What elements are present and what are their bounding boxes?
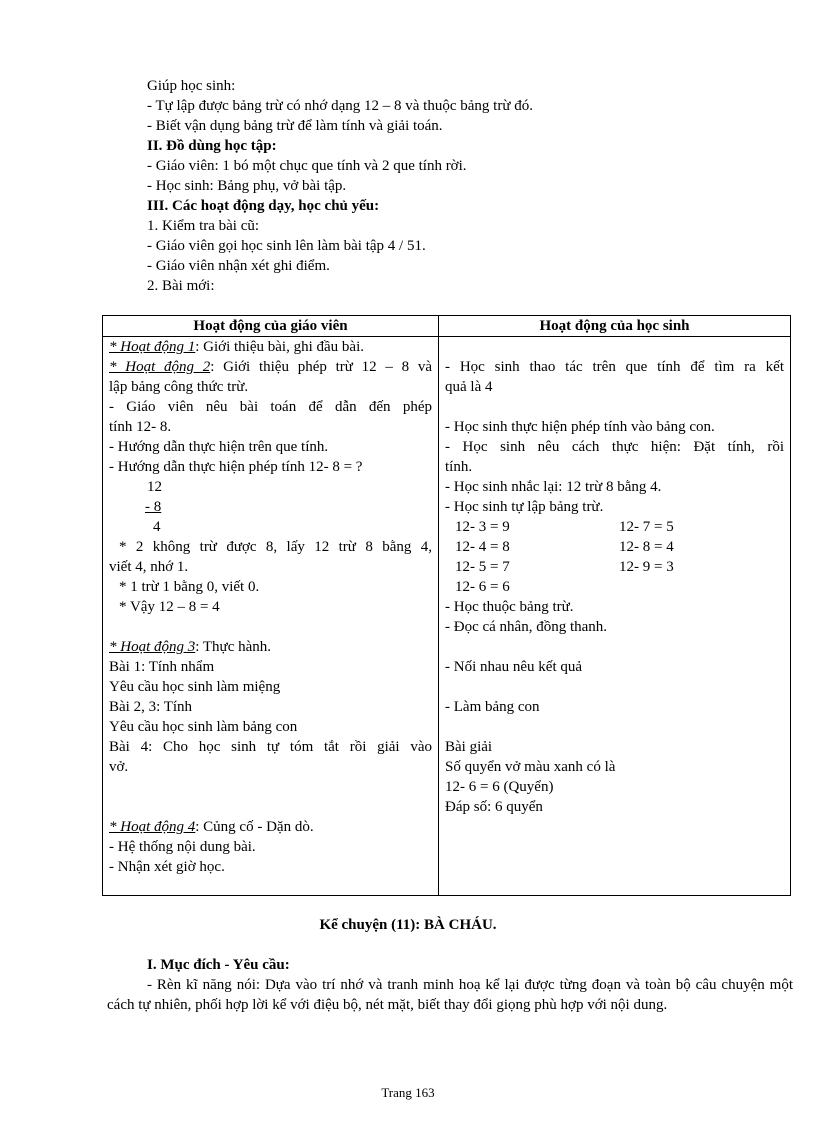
hd2-label: * Hoạt động 2 bbox=[109, 359, 211, 375]
student-line: - Học thuộc bảng trừ. bbox=[445, 599, 574, 615]
teacher-line: * 2 không trừ được 8, lấy 12 trừ 8 bằng 4, bbox=[119, 539, 432, 555]
student-line: - Học sinh nhắc lại: 12 trừ 8 bằng 4. bbox=[445, 479, 662, 495]
teacher-line: viết 4, nhớ 1. bbox=[109, 559, 189, 575]
equation: 12- 6 = 6 bbox=[455, 579, 510, 595]
calc-top: 12 bbox=[147, 479, 162, 495]
student-line: - Học sinh nêu cách thực hiện: Đặt tính, rồi bbox=[445, 439, 784, 455]
equation: 12- 8 = 4 bbox=[619, 539, 674, 555]
teacher-line: * Vậy 12 – 8 = 4 bbox=[119, 599, 220, 615]
intro-line: - Học sinh: Bảng phụ, vở bài tập. bbox=[147, 178, 347, 194]
intro-line: - Tự lập được bảng trừ có nhớ dạng 12 – 8 và thuộc bảng trừ đó. bbox=[147, 98, 533, 114]
hd4-text: : Củng cố - Dặn dò. bbox=[195, 819, 314, 835]
hd2-text: : Giới thiệu phép trừ 12 – 8 và bbox=[210, 359, 432, 375]
calc-mid: - 8 bbox=[145, 499, 162, 515]
story-heading: I. Mục đích - Yêu cầu: bbox=[147, 957, 290, 973]
teacher-line: vở. bbox=[109, 759, 129, 775]
teacher-line: Yêu cầu học sinh làm bảng con bbox=[109, 719, 298, 735]
header-student: Hoạt động của học sinh bbox=[439, 316, 791, 337]
page-number: Trang 163 bbox=[381, 1085, 435, 1100]
student-cell bbox=[439, 337, 791, 896]
intro-line: - Giáo viên nhận xét ghi điểm. bbox=[147, 258, 330, 274]
student-line: quả là 4 bbox=[445, 379, 493, 395]
story-paragraph bbox=[107, 975, 793, 1015]
hd3-text: : Thực hành. bbox=[195, 639, 272, 655]
heading-activities: III. Các hoạt động dạy, học chủ yếu: bbox=[147, 198, 380, 214]
intro-line: Giúp học sinh: bbox=[147, 78, 236, 94]
equation: 12- 5 = 7 bbox=[455, 559, 510, 575]
equation: 12- 9 = 3 bbox=[619, 559, 674, 575]
hd1-label: * Hoạt động 1 bbox=[109, 339, 196, 355]
equation: 12- 3 = 9 bbox=[455, 519, 510, 535]
story-paragraph-text: - Rèn kĩ năng nói: Dựa vào trí nhớ và tranh minh hoạ kể lại được từng đoạn và toàn bộ câu chuyện một cách tự nhiên, phối hợp lời kể với điệu bộ, nét mặt, biết thay đổi giọng phù hợp với nội dung. bbox=[107, 977, 793, 1013]
student-line: - Học sinh thao tác trên que tính để tìm ra kết bbox=[445, 359, 784, 375]
student-line: - Đọc cá nhân, đồng thanh. bbox=[445, 619, 608, 635]
teacher-line: - Hệ thống nội dung bài. bbox=[109, 839, 256, 855]
heading-materials: II. Đồ dùng học tập: bbox=[147, 138, 277, 154]
intro-line: 2. Bài mới: bbox=[147, 278, 215, 294]
teacher-line: - Hướng dẫn thực hiện phép tính 12- 8 = ? bbox=[109, 459, 363, 475]
teacher-cell bbox=[103, 337, 439, 896]
activity-table bbox=[102, 315, 791, 896]
intro-section bbox=[147, 76, 747, 296]
hd1-text: : Giới thiệu bài, ghi đầu bài. bbox=[195, 339, 364, 355]
intro-line: - Giáo viên gọi học sinh lên làm bài tập 4 / 51. bbox=[147, 238, 426, 254]
teacher-line: - Nhận xét giờ học. bbox=[109, 859, 225, 875]
student-line: - Làm bảng con bbox=[445, 699, 540, 715]
teacher-line: tính 12- 8. bbox=[109, 419, 172, 435]
solution-line: Bài giải bbox=[445, 739, 493, 755]
teacher-line: Bài 2, 3: Tính bbox=[109, 699, 193, 715]
solution-line: Số quyển vở màu xanh có là bbox=[445, 759, 616, 775]
teacher-line: Bài 1: Tính nhẩm bbox=[109, 659, 215, 675]
solution-line: 12- 6 = 6 (Quyển) bbox=[445, 779, 554, 795]
teacher-line: - Giáo viên nêu bài toán để dẫn đến phép bbox=[109, 399, 432, 415]
student-line: - Nối nhau nêu kết quả bbox=[445, 659, 583, 675]
solution-line: Đáp số: 6 quyển bbox=[445, 799, 543, 815]
equation: 12- 4 = 8 bbox=[455, 539, 510, 555]
hd3-label: * Hoạt động 3 bbox=[109, 639, 196, 655]
intro-line: 1. Kiểm tra bài cũ: bbox=[147, 218, 260, 234]
student-line: tính. bbox=[445, 459, 473, 475]
hd4-label: * Hoạt động 4 bbox=[109, 819, 196, 835]
intro-line: - Biết vận dụng bảng trừ để làm tính và giải toán. bbox=[147, 118, 443, 134]
student-line: - Học sinh tự lập bảng trừ. bbox=[445, 499, 604, 515]
teacher-line: lập bảng công thức trừ. bbox=[109, 379, 249, 395]
teacher-line: - Hướng dẫn thực hiện trên que tính. bbox=[109, 439, 329, 455]
equation: 12- 7 = 5 bbox=[619, 519, 674, 535]
teacher-line: * 1 trừ 1 bằng 0, viết 0. bbox=[119, 579, 260, 595]
calc-result: 4 bbox=[153, 519, 161, 535]
intro-line: - Giáo viên: 1 bó một chục que tính và 2 que tính rời. bbox=[147, 158, 467, 174]
teacher-line: Yêu cầu học sinh làm miệng bbox=[109, 679, 281, 695]
header-teacher: Hoạt động của giáo viên bbox=[103, 316, 439, 337]
student-line: - Học sinh thực hiện phép tính vào bảng con. bbox=[445, 419, 715, 435]
teacher-line: Bài 4: Cho học sinh tự tóm tắt rồi giải vào bbox=[109, 739, 432, 755]
story-title: Kể chuyện (11): BÀ CHÁU. bbox=[319, 917, 497, 933]
